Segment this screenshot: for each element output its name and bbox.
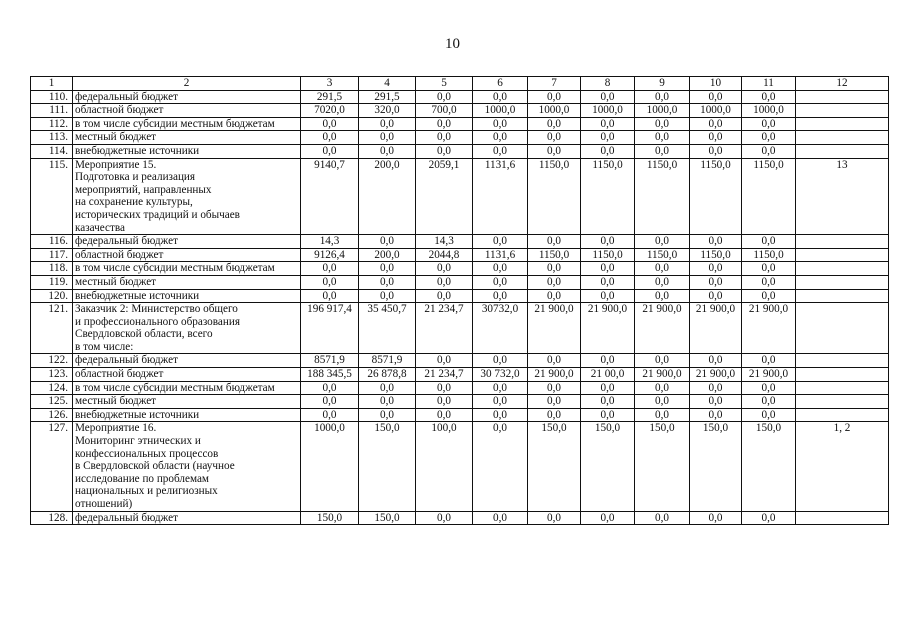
cell-value: 0,0 — [742, 511, 796, 525]
cell-value: 0,0 — [635, 511, 690, 525]
cell-value: 0,0 — [635, 289, 690, 303]
table-row — [31, 235, 889, 249]
cell-value: 1150,0 — [581, 158, 635, 235]
cell-value: 150,0 — [581, 422, 635, 511]
column-header: 6 — [473, 77, 528, 91]
column-header: 5 — [416, 77, 473, 91]
table-row — [31, 381, 889, 395]
row-description: в том числе субсидии местным бюджетам — [73, 117, 301, 131]
column-header: 12 — [796, 77, 889, 91]
cell-value: 196 917,4 — [301, 303, 359, 354]
row-reference — [796, 354, 889, 368]
cell-value: 0,0 — [416, 408, 473, 422]
cell-value: 0,0 — [359, 275, 416, 289]
cell-value: 0,0 — [359, 235, 416, 249]
cell-value: 0,0 — [635, 395, 690, 409]
cell-value: 0,0 — [690, 235, 742, 249]
row-reference — [796, 303, 889, 354]
row-number: 120. — [31, 289, 73, 303]
cell-value: 0,0 — [528, 354, 581, 368]
cell-value: 0,0 — [301, 262, 359, 276]
cell-value: 0,0 — [581, 354, 635, 368]
row-description: местный бюджет — [73, 395, 301, 409]
cell-value: 21 900,0 — [528, 368, 581, 382]
cell-value: 1000,0 — [473, 104, 528, 118]
row-number: 119. — [31, 275, 73, 289]
cell-value: 0,0 — [359, 131, 416, 145]
cell-value: 150,0 — [742, 422, 796, 511]
cell-value: 0,0 — [690, 117, 742, 131]
cell-value: 0,0 — [635, 381, 690, 395]
cell-value: 0,0 — [301, 408, 359, 422]
row-reference — [796, 368, 889, 382]
row-description: внебюджетные источники — [73, 144, 301, 158]
row-description: внебюджетные источники — [73, 289, 301, 303]
cell-value: 1000,0 — [581, 104, 635, 118]
cell-value: 0,0 — [742, 117, 796, 131]
row-reference: 1, 2 — [796, 422, 889, 511]
cell-value: 0,0 — [581, 131, 635, 145]
cell-value: 0,0 — [690, 408, 742, 422]
table-row — [31, 131, 889, 145]
cell-value: 0,0 — [581, 511, 635, 525]
table-row — [31, 275, 889, 289]
cell-value: 188 345,5 — [301, 368, 359, 382]
row-number: 114. — [31, 144, 73, 158]
column-header: 9 — [635, 77, 690, 91]
cell-value: 0,0 — [359, 117, 416, 131]
row-reference — [796, 235, 889, 249]
cell-value: 0,0 — [528, 275, 581, 289]
row-reference — [796, 408, 889, 422]
cell-value: 2044,8 — [416, 248, 473, 262]
cell-value: 0,0 — [690, 354, 742, 368]
cell-value: 0,0 — [690, 275, 742, 289]
row-number: 113. — [31, 131, 73, 145]
cell-value: 1000,0 — [742, 104, 796, 118]
cell-value: 1000,0 — [635, 104, 690, 118]
cell-value: 1150,0 — [581, 248, 635, 262]
cell-value: 0,0 — [742, 289, 796, 303]
column-header: 4 — [359, 77, 416, 91]
row-reference — [796, 90, 889, 104]
cell-value: 0,0 — [416, 262, 473, 276]
cell-value: 30 732,0 — [473, 368, 528, 382]
cell-value: 0,0 — [359, 144, 416, 158]
row-description: Мероприятие 16. Мониторинг этнических и конфессиональных процессов в Свердловской области (научное исследование по проблемам национальных и религиозных отношений) — [73, 422, 301, 511]
row-description: Заказчик 2: Министерство общего и профессионального образования Свердловской области, всего в том числе: — [73, 303, 301, 354]
cell-value: 0,0 — [473, 235, 528, 249]
cell-value: 21 900,0 — [742, 368, 796, 382]
row-number: 110. — [31, 90, 73, 104]
cell-value: 0,0 — [359, 395, 416, 409]
cell-value: 0,0 — [581, 144, 635, 158]
cell-value: 0,0 — [581, 289, 635, 303]
cell-value: 0,0 — [473, 511, 528, 525]
cell-value: 0,0 — [473, 354, 528, 368]
cell-value: 0,0 — [528, 262, 581, 276]
cell-value: 0,0 — [416, 117, 473, 131]
row-description: в том числе субсидии местным бюджетам — [73, 262, 301, 276]
cell-value: 0,0 — [416, 511, 473, 525]
cell-value: 0,0 — [581, 275, 635, 289]
cell-value: 0,0 — [473, 131, 528, 145]
cell-value: 0,0 — [635, 235, 690, 249]
budget-table — [30, 76, 889, 525]
cell-value: 0,0 — [581, 395, 635, 409]
cell-value: 0,0 — [301, 275, 359, 289]
column-header: 8 — [581, 77, 635, 91]
row-number: 124. — [31, 381, 73, 395]
row-number: 112. — [31, 117, 73, 131]
row-reference — [796, 289, 889, 303]
cell-value: 8571,9 — [359, 354, 416, 368]
cell-value: 0,0 — [473, 262, 528, 276]
column-header: 3 — [301, 77, 359, 91]
cell-value: 150,0 — [359, 422, 416, 511]
cell-value: 1131,6 — [473, 158, 528, 235]
cell-value: 0,0 — [473, 144, 528, 158]
cell-value: 0,0 — [416, 289, 473, 303]
cell-value: 0,0 — [359, 289, 416, 303]
cell-value: 0,0 — [473, 289, 528, 303]
row-number: 116. — [31, 235, 73, 249]
cell-value: 291,5 — [301, 90, 359, 104]
row-reference — [796, 275, 889, 289]
cell-value: 150,0 — [690, 422, 742, 511]
row-reference — [796, 131, 889, 145]
cell-value: 0,0 — [473, 381, 528, 395]
cell-value: 0,0 — [690, 90, 742, 104]
row-number: 121. — [31, 303, 73, 354]
cell-value: 0,0 — [301, 131, 359, 145]
row-number: 118. — [31, 262, 73, 276]
cell-value: 0,0 — [635, 262, 690, 276]
cell-value: 150,0 — [359, 511, 416, 525]
cell-value: 0,0 — [742, 144, 796, 158]
cell-value: 21 900,0 — [528, 303, 581, 354]
table-row — [31, 408, 889, 422]
cell-value: 0,0 — [528, 90, 581, 104]
cell-value: 21 234,7 — [416, 368, 473, 382]
cell-value: 0,0 — [528, 381, 581, 395]
row-reference — [796, 248, 889, 262]
cell-value: 0,0 — [473, 117, 528, 131]
cell-value: 0,0 — [581, 381, 635, 395]
cell-value: 2059,1 — [416, 158, 473, 235]
cell-value: 1000,0 — [690, 104, 742, 118]
cell-value: 1000,0 — [528, 104, 581, 118]
cell-value: 21 234,7 — [416, 303, 473, 354]
column-header: 10 — [690, 77, 742, 91]
cell-value: 320,0 — [359, 104, 416, 118]
row-number: 111. — [31, 104, 73, 118]
cell-value: 0,0 — [581, 235, 635, 249]
cell-value: 1150,0 — [690, 158, 742, 235]
cell-value: 1150,0 — [635, 158, 690, 235]
cell-value: 0,0 — [416, 131, 473, 145]
row-reference — [796, 381, 889, 395]
cell-value: 0,0 — [416, 354, 473, 368]
cell-value: 0,0 — [473, 90, 528, 104]
cell-value: 21 00,0 — [581, 368, 635, 382]
row-description: федеральный бюджет — [73, 90, 301, 104]
row-number: 117. — [31, 248, 73, 262]
row-reference — [796, 117, 889, 131]
cell-value: 1000,0 — [301, 422, 359, 511]
cell-value: 0,0 — [635, 408, 690, 422]
cell-value: 291,5 — [359, 90, 416, 104]
cell-value: 0,0 — [528, 131, 581, 145]
cell-value: 1150,0 — [690, 248, 742, 262]
row-description: Мероприятие 15. Подготовка и реализация мероприятий, направленных на сохранение культуры, исторических традиций и обычаев казачества — [73, 158, 301, 235]
row-number: 122. — [31, 354, 73, 368]
row-reference — [796, 144, 889, 158]
row-number: 123. — [31, 368, 73, 382]
table-row — [31, 262, 889, 276]
cell-value: 0,0 — [742, 395, 796, 409]
column-header: 2 — [73, 77, 301, 91]
cell-value: 0,0 — [473, 395, 528, 409]
row-reference — [796, 104, 889, 118]
cell-value: 0,0 — [581, 90, 635, 104]
row-number: 125. — [31, 395, 73, 409]
row-description: местный бюджет — [73, 131, 301, 145]
column-header: 7 — [528, 77, 581, 91]
cell-value: 1150,0 — [635, 248, 690, 262]
cell-value: 7020,0 — [301, 104, 359, 118]
cell-value: 0,0 — [301, 381, 359, 395]
table-row — [31, 158, 889, 235]
table-row — [31, 368, 889, 382]
row-description: федеральный бюджет — [73, 511, 301, 525]
row-reference — [796, 262, 889, 276]
cell-value: 0,0 — [301, 289, 359, 303]
row-number: 126. — [31, 408, 73, 422]
cell-value: 21 900,0 — [690, 368, 742, 382]
cell-value: 0,0 — [528, 144, 581, 158]
table-row — [31, 90, 889, 104]
cell-value: 0,0 — [301, 395, 359, 409]
cell-value: 35 450,7 — [359, 303, 416, 354]
cell-value: 0,0 — [742, 381, 796, 395]
cell-value: 9126,4 — [301, 248, 359, 262]
cell-value: 0,0 — [742, 131, 796, 145]
row-description: федеральный бюджет — [73, 235, 301, 249]
cell-value: 0,0 — [581, 117, 635, 131]
cell-value: 0,0 — [528, 289, 581, 303]
cell-value: 100,0 — [416, 422, 473, 511]
cell-value: 21 900,0 — [635, 368, 690, 382]
cell-value: 0,0 — [416, 90, 473, 104]
cell-value: 8571,9 — [301, 354, 359, 368]
cell-value: 0,0 — [690, 511, 742, 525]
cell-value: 30732,0 — [473, 303, 528, 354]
cell-value: 0,0 — [690, 144, 742, 158]
cell-value: 200,0 — [359, 248, 416, 262]
row-number: 115. — [31, 158, 73, 235]
cell-value: 150,0 — [301, 511, 359, 525]
cell-value: 0,0 — [416, 395, 473, 409]
cell-value: 0,0 — [635, 275, 690, 289]
cell-value: 0,0 — [528, 235, 581, 249]
cell-value: 0,0 — [528, 511, 581, 525]
cell-value: 150,0 — [528, 422, 581, 511]
table-row — [31, 511, 889, 525]
cell-value: 0,0 — [416, 381, 473, 395]
row-description: областной бюджет — [73, 368, 301, 382]
cell-value: 0,0 — [690, 395, 742, 409]
cell-value: 0,0 — [359, 262, 416, 276]
cell-value: 14,3 — [416, 235, 473, 249]
page-number: 10 — [445, 36, 460, 52]
cell-value: 0,0 — [690, 381, 742, 395]
cell-value: 0,0 — [635, 117, 690, 131]
cell-value: 0,0 — [473, 275, 528, 289]
cell-value: 0,0 — [359, 381, 416, 395]
cell-value: 0,0 — [528, 395, 581, 409]
cell-value: 0,0 — [581, 262, 635, 276]
table-row — [31, 354, 889, 368]
row-description: местный бюджет — [73, 275, 301, 289]
cell-value: 9140,7 — [301, 158, 359, 235]
cell-value: 0,0 — [528, 408, 581, 422]
cell-value: 0,0 — [359, 408, 416, 422]
cell-value: 700,0 — [416, 104, 473, 118]
row-description: областной бюджет — [73, 104, 301, 118]
cell-value: 150,0 — [635, 422, 690, 511]
cell-value: 21 900,0 — [742, 303, 796, 354]
cell-value: 21 900,0 — [690, 303, 742, 354]
cell-value: 1150,0 — [528, 158, 581, 235]
table-row — [31, 422, 889, 511]
row-reference: 13 — [796, 158, 889, 235]
cell-value: 0,0 — [690, 262, 742, 276]
table-header-row — [31, 77, 889, 91]
cell-value: 0,0 — [690, 289, 742, 303]
row-number: 128. — [31, 511, 73, 525]
table-row — [31, 117, 889, 131]
table-row — [31, 303, 889, 354]
cell-value: 0,0 — [416, 144, 473, 158]
cell-value: 21 900,0 — [635, 303, 690, 354]
table-row — [31, 144, 889, 158]
cell-value: 0,0 — [528, 117, 581, 131]
cell-value: 1150,0 — [742, 248, 796, 262]
table-row — [31, 289, 889, 303]
cell-value: 0,0 — [473, 422, 528, 511]
cell-value: 0,0 — [473, 408, 528, 422]
cell-value: 0,0 — [416, 275, 473, 289]
cell-value: 0,0 — [635, 131, 690, 145]
cell-value: 0,0 — [742, 235, 796, 249]
cell-value: 0,0 — [635, 144, 690, 158]
cell-value: 0,0 — [742, 90, 796, 104]
cell-value: 0,0 — [742, 262, 796, 276]
row-description: внебюджетные источники — [73, 408, 301, 422]
cell-value: 21 900,0 — [581, 303, 635, 354]
cell-value: 0,0 — [742, 275, 796, 289]
cell-value: 0,0 — [742, 354, 796, 368]
row-description: федеральный бюджет — [73, 354, 301, 368]
cell-value: 0,0 — [635, 354, 690, 368]
row-description: областной бюджет — [73, 248, 301, 262]
row-description: в том числе субсидии местным бюджетам — [73, 381, 301, 395]
cell-value: 200,0 — [359, 158, 416, 235]
cell-value: 0,0 — [581, 408, 635, 422]
cell-value: 1150,0 — [528, 248, 581, 262]
row-number: 127. — [31, 422, 73, 511]
table-row — [31, 248, 889, 262]
cell-value: 0,0 — [301, 117, 359, 131]
row-reference — [796, 395, 889, 409]
cell-value: 14,3 — [301, 235, 359, 249]
cell-value: 0,0 — [301, 144, 359, 158]
column-header: 1 — [31, 77, 73, 91]
table-row — [31, 104, 889, 118]
column-header: 11 — [742, 77, 796, 91]
cell-value: 1150,0 — [742, 158, 796, 235]
row-reference — [796, 511, 889, 525]
cell-value: 0,0 — [635, 90, 690, 104]
table-row — [31, 395, 889, 409]
cell-value: 0,0 — [742, 408, 796, 422]
cell-value: 1131,6 — [473, 248, 528, 262]
cell-value: 26 878,8 — [359, 368, 416, 382]
cell-value: 0,0 — [690, 131, 742, 145]
